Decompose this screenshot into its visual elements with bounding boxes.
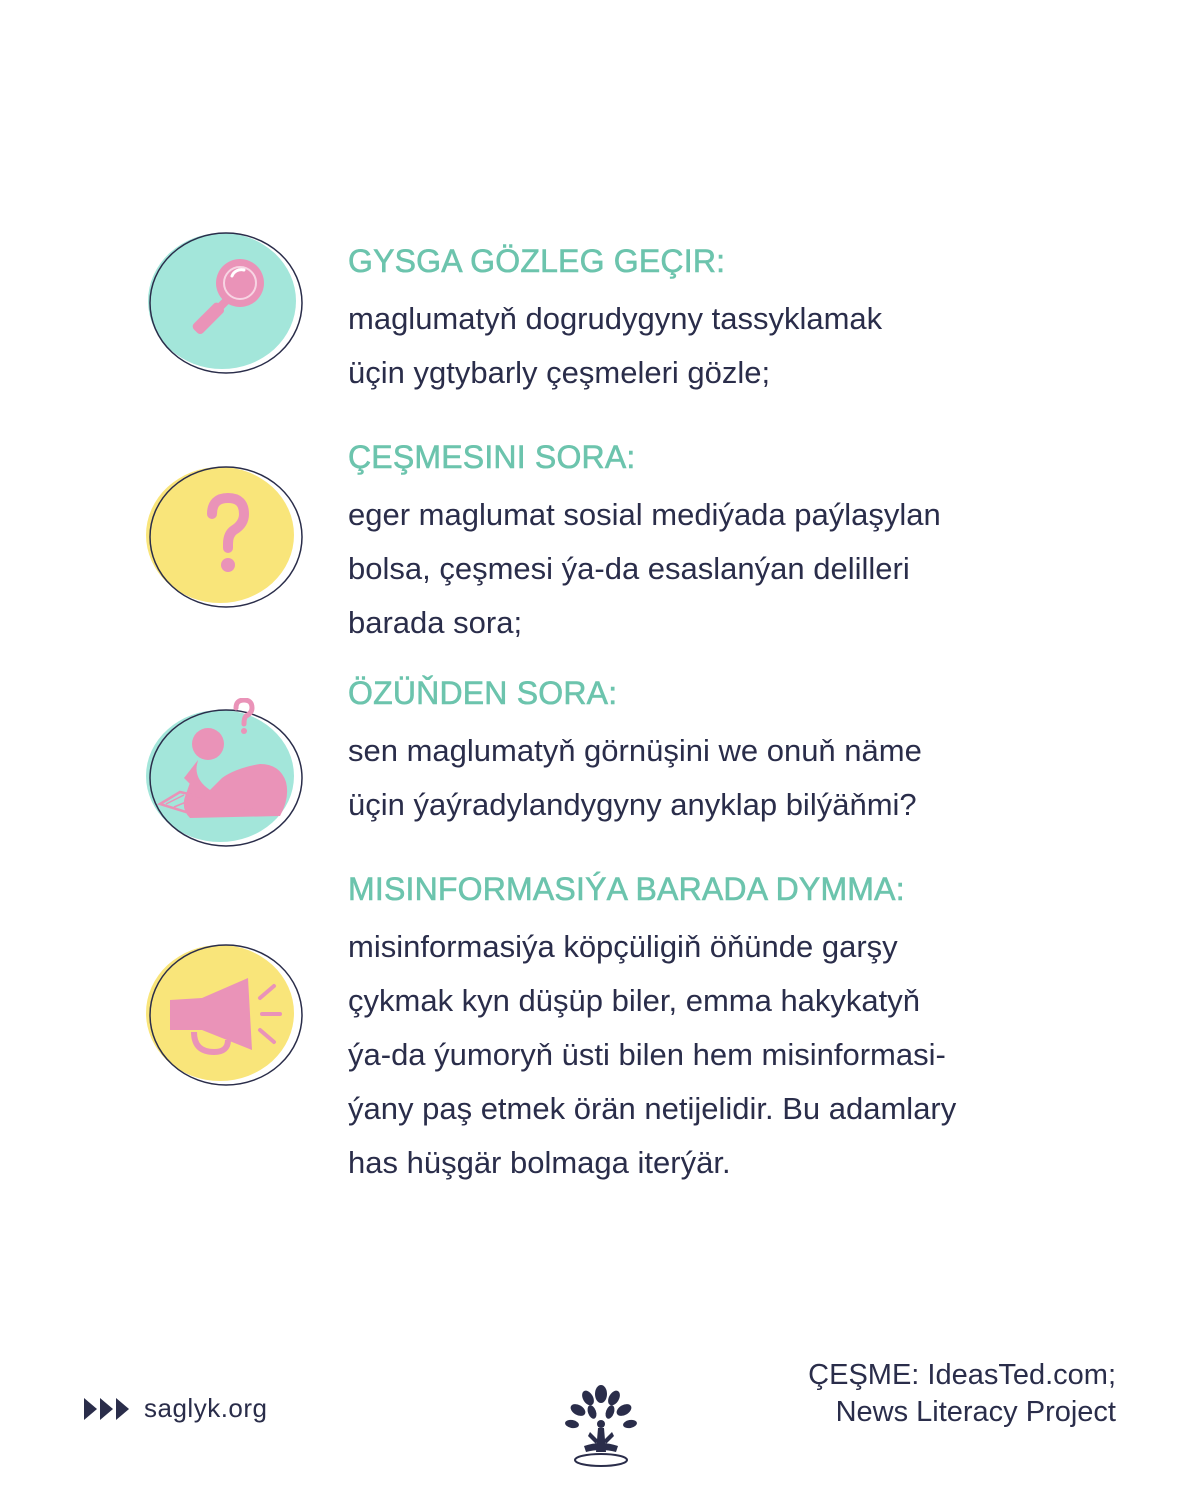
tip-line: maglumatyň dogrudygyny tassyklamak <box>348 301 883 336</box>
tip-line: eger maglumat sosial mediýada paýlaşylan <box>348 497 941 532</box>
tip-line: üçin ýaýradylandygyny anyklap bilýäňmi? <box>348 787 917 822</box>
site-link[interactable] <box>84 1393 268 1424</box>
tip-1-text <box>348 240 1108 400</box>
triple-arrow-icon <box>84 1398 132 1420</box>
tip-2-text <box>348 436 1108 650</box>
tip-line: bolsa, çeşmesi ýa-da esaslanýan delilleri <box>348 551 910 586</box>
tip-heading: ÖZÜŇDEN SORA: <box>348 675 618 711</box>
magnifier-icon <box>140 228 310 378</box>
source-credit <box>808 1357 1116 1431</box>
tip-line: ýa-da ýumoryň üsti bilen hem misinformasi- <box>348 1037 946 1072</box>
tip-line: üçin ygtybarly çeşmeleri gözle; <box>348 355 771 390</box>
question-mark-icon <box>140 462 310 612</box>
thinking-person-icon <box>140 698 310 848</box>
tip-line: barada sora; <box>348 605 523 640</box>
megaphone-icon <box>140 940 310 1090</box>
tip-heading: MISINFORMASIÝA BARADA DYMMA: <box>348 871 905 907</box>
site-name: saglyk.org <box>144 1393 268 1423</box>
tip-line: sen maglumatyň görnüşini we onuň näme <box>348 733 922 768</box>
tip-line: misinformasiýa köpçüligiň öňünde garşy <box>348 929 898 964</box>
tip-line: çykmak kyn düşüp biler, emma hakykatyň <box>348 983 921 1018</box>
tip-line: ýany paş etmek örän netijelidir. Bu adamlary <box>348 1091 957 1126</box>
tip-heading: GYSGA GÖZLEG GEÇIR: <box>348 243 726 279</box>
tip-heading: ÇEŞMESINI SORA: <box>348 439 636 475</box>
tip-3-text <box>348 672 1108 832</box>
source-line-1: ÇEŞME: IdeasTed.com; <box>808 1359 1116 1391</box>
source-line-2: News Literacy Project <box>835 1396 1116 1428</box>
tip-line: has hüşgär bolmaga iterýär. <box>348 1145 731 1180</box>
tree-logo-icon <box>560 1380 642 1470</box>
tip-4-text <box>348 868 1108 1190</box>
